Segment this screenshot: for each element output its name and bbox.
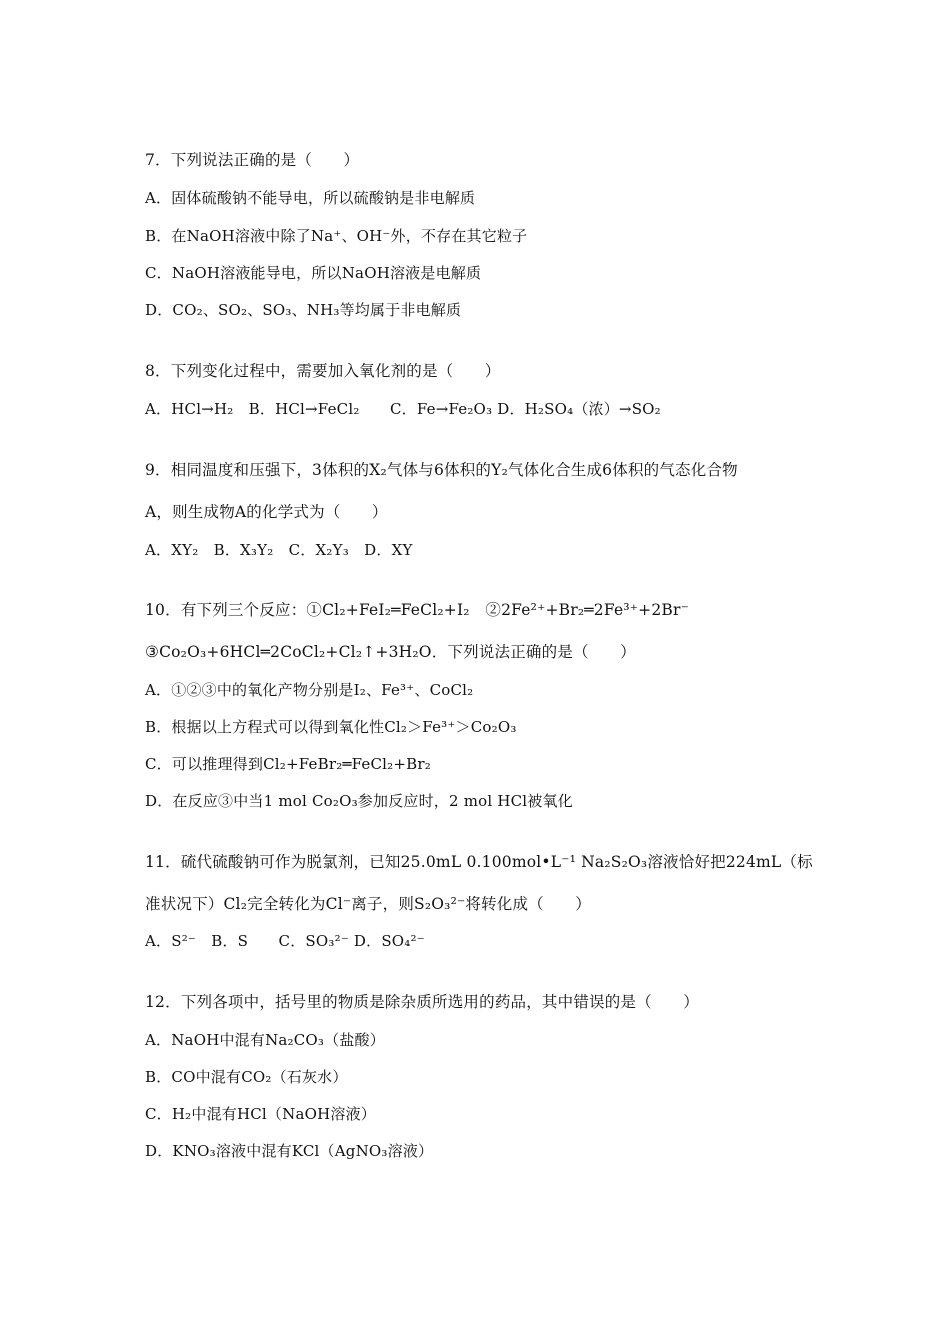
question-10-option-c: C．可以推理得到Cl₂+FeBr₂═FeCl₂+Br₂	[145, 755, 431, 773]
question-12-stem: 12．下列各项中，括号里的物质是除杂质所选用的药品，其中错误的是（ ）	[145, 993, 699, 1011]
question-10-stem-line-2: ③Co₂O₃+6HCl═2CoCl₂+Cl₂↑+3H₂O．下列说法正确的是（ ）	[145, 643, 636, 661]
question-9-stem-line-2: A，则生成物A的化学式为（ ）	[145, 503, 388, 521]
question-9-stem-line-1: 9．相同温度和压强下，3体积的X₂气体与6体积的Y₂气体化合生成6体积的气态化合物	[145, 461, 738, 479]
question-9-options: A．XY₂ B．X₃Y₂ C．X₂Y₃ D．XY	[145, 541, 413, 559]
question-10-option-d: D．在反应③中当1 mol Co₂O₃参加反应时，2 mol HCl被氧化	[145, 792, 573, 810]
question-12-option-a: A．NaOH中混有Na₂CO₃（盐酸）	[145, 1031, 385, 1049]
question-10-option-b: B．根据以上方程式可以得到氧化性Cl₂＞Fe³⁺＞Co₂O₃	[145, 718, 517, 736]
question-11-options: A．S²⁻ B．S C．SO₃²⁻ D．SO₄²⁻	[145, 932, 425, 950]
question-11-stem-line-2: 准状况下）Cl₂完全转化为Cl⁻离子，则S₂O₃²⁻将转化成（ ）	[145, 895, 591, 913]
question-10-option-a: A．①②③中的氧化产物分别是I₂、Fe³⁺、CoCl₂	[145, 681, 474, 699]
question-7-option-b: B．在NaOH溶液中除了Na⁺、OH⁻外，不存在其它粒子	[145, 227, 528, 245]
question-8-stem: 8．下列变化过程中，需要加入氧化剂的是（ ）	[145, 362, 501, 380]
question-11-stem-line-1: 11．硫代硫酸钠可作为脱氯剂，已知25.0mL 0.100mol•L⁻¹ Na₂S₂O₃溶液恰好把224mL（标	[145, 853, 813, 871]
question-7-option-a: A．固体硫酸钠不能导电，所以硫酸钠是非电解质	[145, 189, 476, 207]
question-8-options: A．HCl→H₂ B．HCl→FeCl₂ C．Fe→Fe₂O₃ D．H₂SO₄（浓）→SO₂	[145, 400, 661, 418]
question-7-stem: 7．下列说法正确的是（ ）	[145, 151, 360, 169]
question-12-option-c: C．H₂中混有HCl（NaOH溶液）	[145, 1105, 376, 1123]
question-10-stem-line-1: 10．有下列三个反应：①Cl₂+FeI₂═FeCl₂+I₂ ②2Fe²⁺+Br₂═2Fe³⁺+2Br⁻	[145, 601, 689, 619]
question-7-option-c: C．NaOH溶液能导电，所以NaOH溶液是电解质	[145, 264, 482, 282]
question-7-option-d: D．CO₂、SO₂、SO₃、NH₃等均属于非电解质	[145, 301, 462, 319]
question-12-option-b: B．CO中混有CO₂（石灰水）	[145, 1068, 348, 1086]
question-12-option-d: D．KNO₃溶液中混有KCl（AgNO₃溶液）	[145, 1142, 434, 1160]
